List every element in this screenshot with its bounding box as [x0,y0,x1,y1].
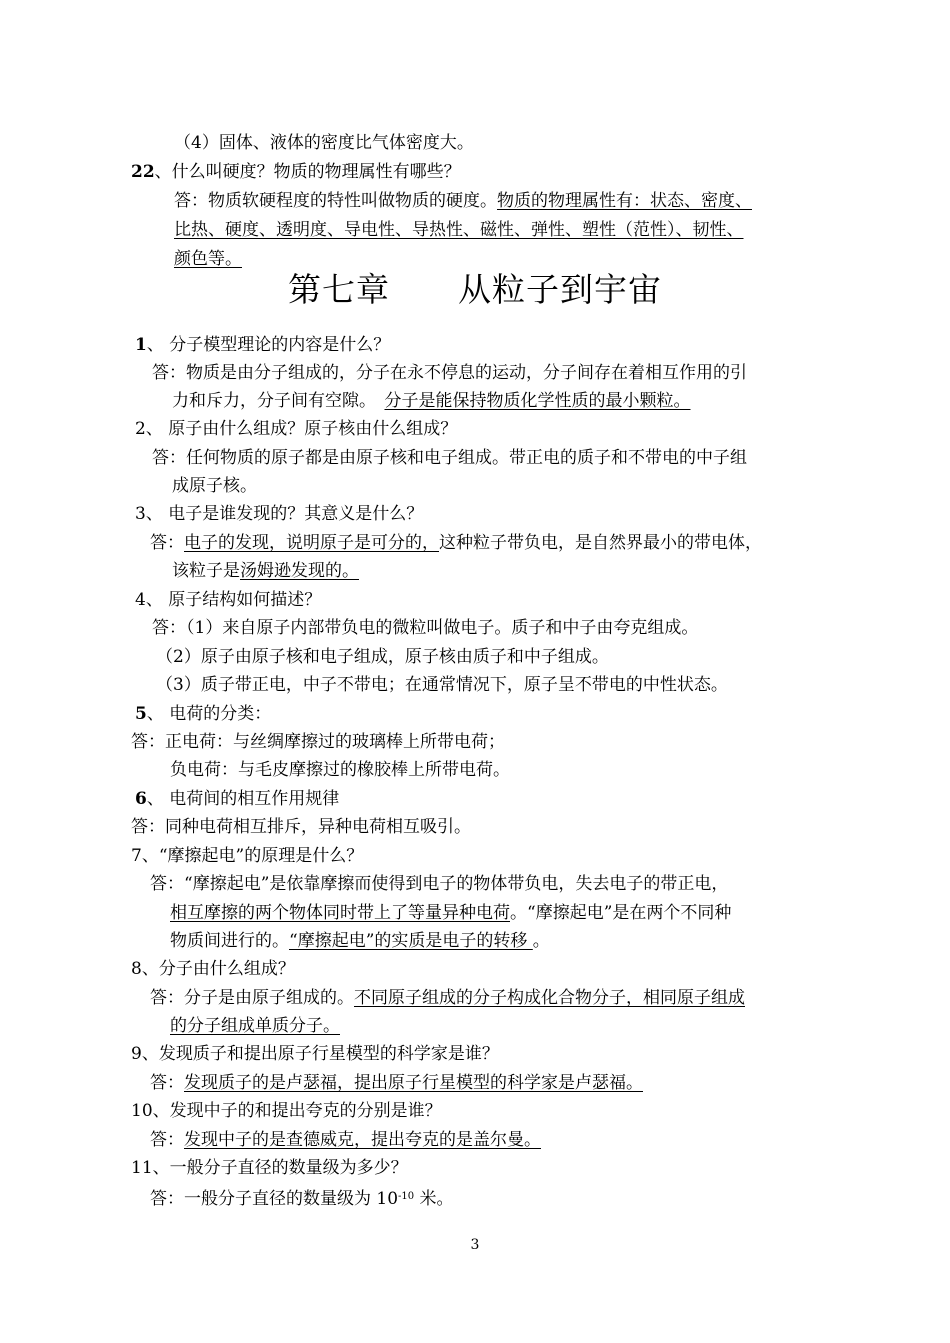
underlined-answer: 颜色等。 [174,249,242,269]
question-text: 、 电荷间的相互作用规律 [146,789,340,809]
answer-2-line2: 成原子核。 [172,476,257,496]
answer-text: 。“摩擦起电”是在两个不同种 [510,903,732,923]
answer-5-line2: 负电荷：与毛皮摩擦过的橡胶棒上所带电荷。 [170,760,510,780]
answer-text: 。 [532,931,550,951]
question-10: 10、发现中子的和提出夸克的分别是谁？ [131,1101,442,1121]
answer-prefix: 答： [150,1073,184,1093]
answer-prefix: 答： [150,533,184,553]
underlined-answer: 比热、硬度、透明度、导电性、导热性、磁性、弹性、塑性（范性）、韧性、 [174,220,744,240]
answer-7-line2 [170,902,731,924]
answer-2-line1: 答：任何物质的原子都是由原子核和电子组成。带正电的质子和不带电的中子组 [152,448,747,468]
question-8: 8、分子由什么组成？ [131,959,295,979]
answer-6-line1: 答：同种电荷相互排斥，异种电荷相互吸引。 [131,817,471,837]
question-number: 5 [135,704,147,724]
question-text: 、 电荷的分类： [146,704,272,724]
underlined-answer: 物质的物理属性有：状态、密度、 [497,191,752,211]
underlined-answer: 不同原子组成的分子构成化合物分子，相同原子组成 [354,988,745,1008]
exponent: -10 [398,1191,415,1202]
answer-text: 答：分子是由原子组成的。 [150,988,354,1008]
answer-4-line2: （2）原子由原子核和电子组成，原子核由质子和中子组成。 [156,647,609,667]
answer-3-line2 [172,560,359,582]
answer-text: 米。 [414,1189,454,1209]
answer-10 [150,1129,541,1151]
question-number: 6 [135,789,147,809]
underlined-answer: “摩擦起电”的实质是电子的转移 [289,931,533,951]
chapter-title: 第七章 从粒子到宇宙 [288,270,662,309]
underlined-answer: 汤姆逊发现的。 [240,561,359,581]
question-9: 9、发现质子和提出原子行星模型的科学家是谁？ [131,1044,499,1064]
answer-text: 答：物质软硬程度的特性叫做物质的硬度。 [174,191,497,211]
question-5 [135,703,271,725]
question-1 [135,334,390,356]
answer-7-line3 [170,930,550,952]
list-item: （4）固体、液体的密度比气体密度大。 [174,133,474,153]
question-22 [131,161,461,183]
answer-3-line1 [150,532,762,554]
question-number: 1 [135,335,147,355]
underlined-answer: 相互摩擦的两个物体同时带上了等量异种电荷 [170,903,510,923]
page-number: 3 [470,1237,480,1253]
answer-8-line1 [150,987,745,1009]
answer-4-line1: 答：（1）来自原子内部带负电的微粒叫做电子。质子和中子由夸克组成。 [152,618,699,638]
underlined-answer: 分子是能保持物质化学性质的最小颗粒。 [384,391,691,411]
question-7: 7、“摩擦起电”的原理是什么？ [131,846,364,866]
answer-22-line1 [174,190,752,212]
answer-text: 物质间进行的。 [170,931,289,951]
question-text: 、 分子模型理论的内容是什么？ [146,335,391,355]
question-3: 3、 电子是谁发现的？其意义是什么？ [135,504,424,524]
underlined-answer: 的分子组成单质分子。 [170,1016,340,1036]
answer-9 [150,1072,643,1094]
answer-text: 力和斥力，分子间有空隙。 [172,391,368,411]
question-4: 4、 原子结构如何描述？ [135,590,322,610]
answer-text: 答：一般分子直径的数量级为 10 [150,1189,399,1209]
answer-11 [150,1186,454,1210]
answer-1-line1: 答：物质是由分子组成的，分子在永不停息的运动，分子间存在着相互作用的引 [152,363,747,383]
answer-prefix: 答： [150,1130,184,1150]
answer-7-line1: 答：“摩擦起电”是依靠摩擦而使得到电子的物体带负电，失去电子的带正电， [150,874,729,894]
underlined-answer: 发现质子的是卢瑟福，提出原子行星模型的科学家是卢瑟福。 [184,1073,643,1093]
answer-5-line1: 答：正电荷：与丝绸摩擦过的玻璃棒上所带电荷； [131,732,505,752]
question-6 [135,788,339,810]
question-number: 22 [131,162,155,182]
answer-1-line2 [172,390,691,412]
question-text: 、什么叫硬度？物质的物理属性有哪些？ [154,162,461,182]
question-11: 11、一般分子直径的数量级为多少？ [131,1158,408,1178]
underlined-answer: 电子的发现，说明原子是可分的， [184,533,439,553]
answer-text: 这种粒子带负电，是自然界最小的带电体， [439,533,762,553]
answer-text: 该粒子是 [172,561,240,581]
underlined-answer: 发现中子的是查德威克，提出夸克的是盖尔曼。 [184,1130,541,1150]
answer-4-line3: （3）质子带正电，中子不带电；在通常情况下，原子呈不带电的中性状态。 [156,675,728,695]
question-2: 2、 原子由什么组成？原子核由什么组成？ [135,419,458,439]
